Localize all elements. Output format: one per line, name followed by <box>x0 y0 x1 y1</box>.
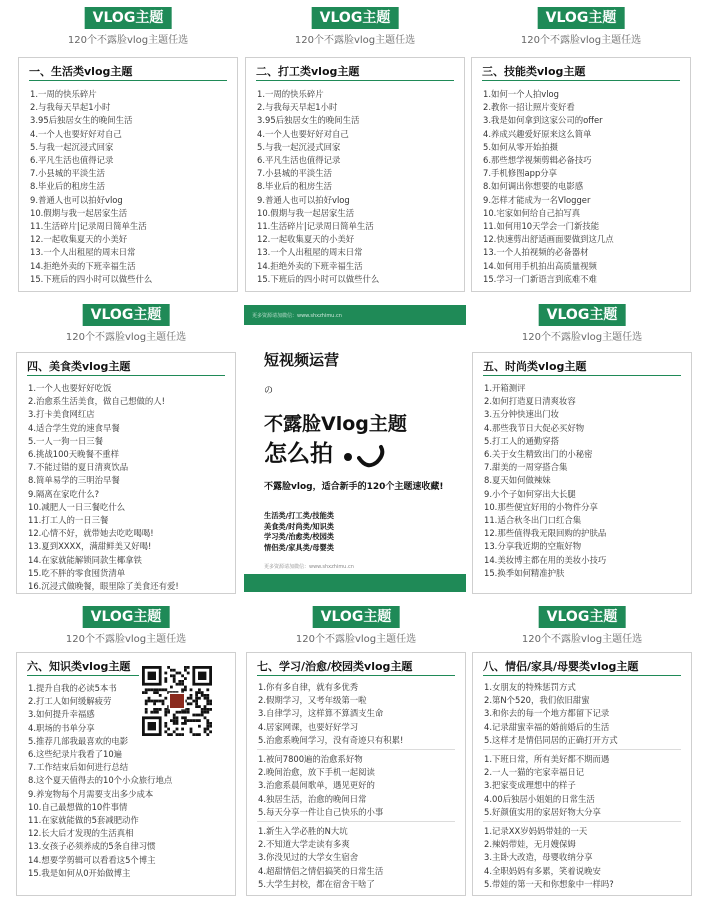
topic-item: 2.辣妈带娃，无月嫂保姆 <box>484 839 576 850</box>
topic-item: 9.养宠物每个月需要支出多少成本 <box>28 788 154 799</box>
topic-item: 11.适合秋冬出门口红合集 <box>484 515 582 526</box>
topic-item: 7.小县城的平淡生活 <box>257 168 332 179</box>
cell-food <box>16 302 236 594</box>
topic-item: 1.你有多自律，就有多优秀 <box>258 682 359 692</box>
cover-title-4-text: 怎么拍 <box>264 441 333 467</box>
topic-item: 13.一个人拍视频的必备器材 <box>483 247 589 258</box>
topic-item: 1.被问7800遍的治愈系好物 <box>258 754 363 764</box>
topic-item: 9.普通人也可以拍好vlog <box>257 194 350 205</box>
topic-item: 11.如何用10天学会一门新技能 <box>483 221 600 232</box>
cover-cat-line: 学习类/治愈类/校园类 <box>264 532 334 541</box>
topic-item: 12.那些值得我无限回购的护肤品 <box>484 528 607 539</box>
topic-item: 11.生活碎片|记录周日简单生活 <box>257 221 374 232</box>
subtitle: 120个不露脸vlog主题任选 <box>295 634 417 645</box>
topic-item: 11.打工人的一日三餐 <box>28 515 109 526</box>
topic-item: 5.与我一起沉浸式回家 <box>30 141 114 152</box>
vlog-badge: VLOG主题 <box>83 304 170 326</box>
topic-item: 14.美妆博主都在用的美妆小技巧 <box>484 554 607 565</box>
topic-item: 16.沉浸式做晚餐，眼里除了美食还有爱! <box>28 581 179 592</box>
topic-item: 2.如何打造夏日清爽妆容 <box>484 396 576 407</box>
topic-item: 5.治愈系晚间学习，没有奇迹只有积累! <box>258 734 404 745</box>
topic-item: 12.快速剪出舒适画面要做到这几点 <box>483 234 614 245</box>
subtitle: 120个不露脸vlog主题任选 <box>521 634 643 645</box>
card-couple <box>472 652 692 896</box>
subtitle: 120个不露脸vlog主题任选 <box>294 35 416 46</box>
cover-poster <box>244 305 466 592</box>
topic-item: 3.主卧大改造，母婴收纳分享 <box>484 852 593 863</box>
topic-item: 11.在家就能做的5套减肥动作 <box>28 815 139 826</box>
topic-item: 4.超甜情侣之情侣搞笑的日常生活 <box>258 865 384 876</box>
cover-bottom-text: 更多资源请加微信：www.shxzhimu.cn <box>264 564 354 570</box>
topic-item: 1.记录XX岁妈妈带娃的一天 <box>484 826 588 836</box>
topic-item: 8.如何调出你想要的电影感 <box>483 181 584 192</box>
topic-item: 10.那些便宜好用的小物件分享 <box>484 501 598 512</box>
cell-couple <box>472 604 692 896</box>
card-title: 五、时尚类vlog主题 <box>483 360 587 373</box>
topic-item: 14.拒绝外卖的下班幸福生活 <box>30 260 136 271</box>
topic-item: 7.手机修图app分享 <box>483 168 558 179</box>
cell-fashion <box>472 302 692 594</box>
topic-item: 5.好颜值实用的家居好物大分享 <box>484 806 601 817</box>
topic-item: 13.女孩子必须养成的5条自律习惯 <box>28 841 156 852</box>
topic-item: 13.夏到XXXX，满甜鲜美又好喝! <box>28 541 152 552</box>
topic-item: 2.与我每天早起1小时 <box>30 102 111 113</box>
topic-item: 3.治愈系晨间歌单，遇见更好的 <box>258 780 375 791</box>
cell-life <box>18 5 238 292</box>
topic-item: 5.一人一狗一日三餐 <box>28 435 103 446</box>
topic-item: 4.职场的书单分享 <box>28 722 95 733</box>
topic-item: 5.打工人的通勤穿搭 <box>484 435 559 446</box>
card-food <box>16 352 236 594</box>
topic-item: 6.关于女生精致出门的小秘密 <box>484 449 593 460</box>
topic-item: 5.这样才是情侣同居的正确打开方式 <box>484 734 618 745</box>
topic-item: 5.每天分享一件让自己快乐的小事 <box>258 806 384 817</box>
vlog-badge: VLOG主题 <box>83 606 170 628</box>
topic-item: 11.生活碎片|记录周日简单生活 <box>30 221 147 232</box>
topic-item: 7.小县城的平淡生活 <box>30 168 105 179</box>
topic-item: 7.甜美的一周穿搭合集 <box>484 462 568 473</box>
topic-item: 10.减肥人一日三餐吃什么 <box>28 501 126 512</box>
title-underline <box>256 80 454 81</box>
topic-list <box>257 88 458 286</box>
card-title: 七、学习/治愈/校园类vlog主题 <box>257 660 413 673</box>
cell-knowledge <box>16 604 236 896</box>
card-life <box>18 57 238 292</box>
topic-item: 4.养成兴趣爱好原来这么简单 <box>483 128 592 139</box>
topic-list <box>484 382 685 580</box>
topic-list <box>484 681 685 747</box>
topic-item: 8.简单易学的三明治早餐 <box>28 475 120 486</box>
topic-item: 2.治愈系生活美食，做自己想做的人! <box>28 396 165 407</box>
topic-item: 12.心情不好，就带她去吃吃喝喝! <box>28 528 154 539</box>
topic-item: 1.女朋友的特殊惩罚方式 <box>484 682 576 692</box>
topic-item: 8.这个夏天值得去的10个小众旅行地点 <box>28 775 173 786</box>
topic-item: 3.和你去的每一个地方都留下记录 <box>484 708 610 719</box>
topic-item: 3.把家变成理想中的样子 <box>484 780 576 791</box>
topic-item: 2.一人一猫的宅家幸福日记 <box>484 767 585 778</box>
topic-item: 9.隔离在家吃什么? <box>28 488 100 499</box>
cover-cat-line: 情侣类/家具类/母婴类 <box>264 542 334 552</box>
topic-item: 4.适合学生党的速食早餐 <box>28 422 120 433</box>
card-skill <box>471 57 691 292</box>
topic-item: 4.00后独居小姐姐的日常生活 <box>484 793 595 804</box>
topic-list <box>484 753 685 819</box>
cell-skill <box>471 5 691 292</box>
title-underline <box>482 80 680 81</box>
subtitle: 120个不露脸vlog主题任选 <box>67 35 189 46</box>
topic-item: 1.一个人也要好好吃饭 <box>28 383 112 393</box>
topic-item: 2.与我每天早起1小时 <box>257 102 338 113</box>
cover-cat-line: 生活类/打工类/技能类 <box>264 511 334 520</box>
subtitle: 120个不露脸vlog主题任选 <box>65 634 187 645</box>
cover-title-1: 短视频运营 <box>264 351 340 369</box>
topic-item: 10.假期与我一起居家生活 <box>257 207 355 218</box>
card-title: 一、生活类vlog主题 <box>29 65 133 78</box>
title-underline <box>483 375 681 376</box>
topic-item: 3.打卡美食网红店 <box>28 409 95 420</box>
card-title: 八、情侣/家具/母婴类vlog主题 <box>483 660 639 673</box>
vlog-badge: VLOG主题 <box>539 304 626 326</box>
vlog-badge: VLOG主题 <box>539 606 626 628</box>
topic-item: 2.教你一招让照片变好看 <box>483 102 575 113</box>
dot-icon <box>344 453 352 461</box>
topic-item: 8.毕业后的租房生活 <box>30 181 105 192</box>
topic-item: 1.新生入学必胜的N大坑 <box>258 826 348 836</box>
topic-item: 6.这些纪录片我看了10遍 <box>28 749 123 760</box>
cover-desc: 不露脸vlog，适合新手的120个主题速收藏! <box>264 482 444 492</box>
card-title: 四、美食类vlog主题 <box>27 360 131 373</box>
topic-item: 12.长大后才发现的生活真相 <box>28 828 134 839</box>
subtitle: 120个不露脸vlog主题任选 <box>65 332 187 343</box>
subtitle: 120个不露脸vlog主题任选 <box>521 332 643 343</box>
topic-item: 12.一起收集夏天的小美好 <box>30 234 128 245</box>
cover-title-4 <box>264 435 387 470</box>
topic-item: 15.学习一门新语言到底难不难 <box>483 273 597 284</box>
topic-item: 4.全职妈妈有多累，笑着说晚安 <box>484 865 601 876</box>
card-title: 二、打工类vlog主题 <box>256 65 360 78</box>
cover-title-3: 不露脸Vlog主题 <box>264 413 407 435</box>
vlog-badge: VLOG主题 <box>312 7 399 29</box>
cover-title-2: の <box>264 386 274 396</box>
topic-item: 1.如何一个人拍vlog <box>483 89 559 99</box>
topic-item: 3.五分钟快速出门妆 <box>484 409 559 420</box>
title-underline <box>29 80 227 81</box>
cell-work <box>245 5 465 292</box>
topic-item: 2.晚间治愈，放下手机一起阅读 <box>258 767 375 778</box>
topic-item: 14.拒绝外卖的下班幸福生活 <box>257 260 363 271</box>
topic-item: 6.平凡生活也值得记录 <box>257 155 341 166</box>
cover-cat-line: 美食类/时尚类/知识类 <box>264 521 334 531</box>
topic-item: 5.推荐几部我最喜欢的电影 <box>28 735 129 746</box>
card-study <box>246 652 466 896</box>
topic-item: 3.自律学习，这样算不算酒支生命 <box>258 708 384 719</box>
cover-top-text: 更多资源请加微信：www.shxzhimu.cn <box>252 313 342 319</box>
topic-item: 13.分享我近期的空瓶好物 <box>484 541 582 552</box>
topic-item: 13.一个人出租屋的周末日常 <box>257 247 363 258</box>
topic-item: 15.换季如何精准护肤 <box>484 567 565 578</box>
topic-item: 1.下班日常，所有美好都不期而遇 <box>484 754 610 764</box>
topic-item: 9.小个子如何穿出大长腿 <box>484 488 576 499</box>
title-underline <box>27 675 139 676</box>
topic-item: 4.记录甜蜜幸福的婚前婚后的生活 <box>484 721 610 732</box>
topic-item: 15.下班后的四小时可以做些什么 <box>30 273 153 284</box>
title-underline <box>257 675 455 676</box>
title-underline <box>27 375 225 376</box>
topic-item: 2.打工人如何缓解疲劳 <box>28 696 112 707</box>
topic-item: 15.我是如何从0开始做博主 <box>28 867 131 878</box>
topic-item: 4.居家网课，也要好好学习 <box>258 721 359 732</box>
topic-item: 2.第N个520，我们依旧甜蜜 <box>484 695 590 706</box>
qr-code-icon <box>142 666 212 736</box>
topic-item: 3.我是如何拿到这家公司的offer <box>483 115 603 126</box>
topic-list <box>258 681 459 747</box>
title-underline <box>483 675 681 676</box>
card-title: 六、知识类vlog主题 <box>27 660 131 673</box>
topic-list <box>483 88 684 286</box>
topic-item: 8.毕业后的租房生活 <box>257 181 332 192</box>
topic-item: 1.一周的快乐碎片 <box>257 89 324 99</box>
topic-item: 5.如何从零开始拍摄 <box>483 141 558 152</box>
topic-item: 7.工作结束后如何进行总结 <box>28 762 129 773</box>
cover-bottom-band <box>244 574 466 592</box>
topic-item: 6.那些想学视频剪辑必备技巧 <box>483 155 592 166</box>
swoosh-icon <box>357 444 387 470</box>
topic-item: 3.你没见过的大学女生宿舍 <box>258 852 359 863</box>
group-divider <box>257 821 455 822</box>
card-work <box>245 57 465 292</box>
topic-list <box>28 382 229 593</box>
card-title: 三、技能类vlog主题 <box>482 65 586 78</box>
topic-item: 15.吃不胖的零食囤货清单 <box>28 567 126 578</box>
topic-item: 1.开箱测评 <box>484 383 526 393</box>
topic-item: 1.一周的快乐碎片 <box>30 89 97 99</box>
topic-item: 4.独居生活，治愈的晚间日常 <box>258 793 367 804</box>
topic-item: 9.普通人也可以拍好vlog <box>30 194 123 205</box>
topic-item: 6.平凡生活也值得记录 <box>30 155 114 166</box>
topic-item: 2.不知道大学走读有多爽 <box>258 839 350 850</box>
topic-item: 3.如何提升幸福感 <box>28 709 95 720</box>
topic-item: 4.那些我节日大促必买好物 <box>484 422 585 433</box>
topic-list <box>258 753 459 819</box>
topic-item: 4.一个人也要好好对自己 <box>257 128 349 139</box>
subtitle: 120个不露脸vlog主题任选 <box>520 35 642 46</box>
topic-item: 13.一个人出租屋的周末日常 <box>30 247 136 258</box>
cell-study <box>246 604 466 896</box>
vlog-badge: VLOG主题 <box>538 7 625 29</box>
topic-item: 10.宅家如何给自己拍写真 <box>483 207 581 218</box>
vlog-badge: VLOG主题 <box>313 606 400 628</box>
topic-item: 15.下班后的四小时可以做些什么 <box>257 273 380 284</box>
topic-item: 10.假期与我一起居家生活 <box>30 207 128 218</box>
group-divider <box>483 749 681 750</box>
topic-item: 14.在家就能解锁同款生椰拿铁 <box>28 554 142 565</box>
vlog-badge: VLOG主题 <box>85 7 172 29</box>
topic-list <box>30 88 231 286</box>
topic-item: 2.假期学习，又考年级第一啦 <box>258 695 367 706</box>
group-divider <box>483 821 681 822</box>
topic-item: 1.提升自我的必读5本书 <box>28 683 117 693</box>
topic-item: 5.大学生封校，都在宿舍干啥了 <box>258 878 375 889</box>
topic-item: 8.夏天如何做辣妹 <box>484 475 551 486</box>
topic-item: 10.自己最想做的10件事情 <box>28 801 128 812</box>
topic-item: 5.带娃的第一天和你想象中一样吗? <box>484 878 614 889</box>
topic-item: 3.95后独居女生的晚间生活 <box>257 115 360 126</box>
topic-list <box>484 825 685 891</box>
card-fashion <box>472 352 692 594</box>
cover-top-band <box>244 305 466 325</box>
cover-categories <box>264 511 334 553</box>
topic-item: 9.怎样才能成为一名Vlogger <box>483 194 591 205</box>
topic-item: 14.想要学剪辑可以看看这5个博主 <box>28 854 156 865</box>
topic-item: 7.不能过错的夏日清爽饮品 <box>28 462 129 473</box>
topic-item: 4.一个人也要好好对自己 <box>30 128 122 139</box>
topic-item: 5.与我一起沉浸式回家 <box>257 141 341 152</box>
group-divider <box>257 749 455 750</box>
topic-item: 14.如何用手机拍出高质量视频 <box>483 260 597 271</box>
topic-item: 3.95后独居女生的晚间生活 <box>30 115 133 126</box>
topic-item: 12.一起收集夏天的小美好 <box>257 234 355 245</box>
topic-list <box>258 825 459 891</box>
topic-item: 6.挑战100天晚餐不重样 <box>28 449 119 460</box>
